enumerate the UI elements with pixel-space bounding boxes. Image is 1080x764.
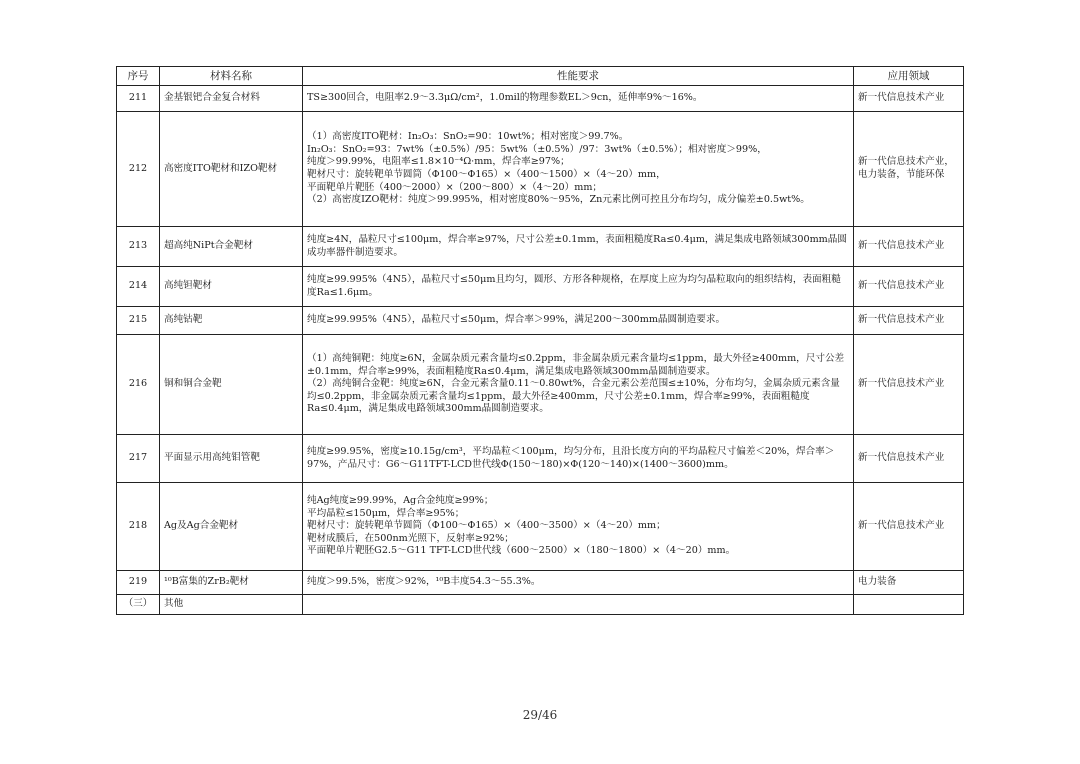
header-app: 应用领域 <box>854 67 964 86</box>
perf-line: 平均晶粒≤150μm，焊合率≥95%； <box>307 507 465 519</box>
row-name: Ag及Ag合金靶材 <box>160 483 303 571</box>
perf-line: 靶材尺寸：旋转靶单节圆筒（Φ100～Φ165）×（400～3500）×（4～20）mm； <box>307 520 666 532</box>
row-no: 218 <box>117 483 160 571</box>
perf-line: （1）高密度ITO靶材：In₂O₃：SnO₂=90：10wt%；相对密度＞99.7%。 <box>307 131 629 143</box>
perf-line: 靶材尺寸：旋转靶单节圆筒（Φ100～Φ165）×（400～1500）×（4～20）mm， <box>307 169 666 180</box>
row-perf <box>303 112 854 227</box>
perf-line: 纯度≥99.995%（4N5），晶粒尺寸≤50μm且均匀，圆形、方形各种规格，在厚度上应为均匀晶粒取向的组织结构，表面粗糙度Ra≤1.6μm。 <box>307 273 841 298</box>
header-name: 材料名称 <box>160 67 303 86</box>
table-row <box>117 571 964 595</box>
table-row <box>117 435 964 483</box>
perf-line: 靶材成膜后，在500nm光照下，反射率≥92%； <box>307 532 514 544</box>
row-perf <box>303 86 854 112</box>
row-no: 219 <box>117 571 160 595</box>
table-header-row <box>117 67 964 86</box>
row-app: 新一代信息技术产业 <box>854 227 964 267</box>
perf-line: （1）高纯铜靶：纯度≥6N，金属杂质元素含量均≤0.2ppm，非金属杂质元素含量均≤1ppm，最大外径≥400mm，尺寸公差±0.1mm，焊合率≥99%，表面粗糙度Ra≤0.4μm，满足集成电路领域300mm晶圆制造要求。 <box>307 353 845 377</box>
perf-line: 纯度≥99.995%（4N5），晶粒尺寸≤50μm，焊合率＞99%，满足200～300mm晶圆制造要求。 <box>307 314 726 326</box>
row-perf <box>303 435 854 483</box>
row-app: 新一代信息技术产业 <box>854 86 964 112</box>
table-row <box>117 86 964 112</box>
row-name: 高纯钽靶材 <box>160 267 303 307</box>
row-name: 高密度ITO靶材和IZO靶材 <box>160 112 303 227</box>
row-no: 215 <box>117 307 160 335</box>
section-empty-cell <box>854 595 964 615</box>
perf-line: 纯度≥99.95%，密度≥10.15g/cm³，平均晶粒＜100μm，均匀分布，且沿长度方向的平均晶粒尺寸偏差＜20%，焊合率＞97%，产品尺寸：G6～G11TFT-LCD世代线Φ(150～180)×Φ(120～140)×(1400～3600)mm。 <box>307 445 835 470</box>
table-row <box>117 483 964 571</box>
perf-line: TS≥300回合，电阻率2.9～3.3μΩ/cm²，1.0mil的物理参数EL＞9cn，延伸率9%～16%。 <box>307 92 703 104</box>
materials-table <box>116 66 964 615</box>
perf-line: 纯度≥4N，晶粒尺寸≤100μm，焊合率≥97%，尺寸公差±0.1mm，表面粗糙度Ra≤0.4μm，满足集成电路领域300mm晶圆成功率器件制造要求。 <box>307 233 847 258</box>
row-app: 新一代信息技术产业，电力装备，节能环保 <box>854 112 964 227</box>
header-perf: 性能要求 <box>303 67 854 86</box>
table-row <box>117 112 964 227</box>
row-no: 211 <box>117 86 160 112</box>
row-app: 新一代信息技术产业 <box>854 435 964 483</box>
table-row <box>117 335 964 435</box>
row-no: 217 <box>117 435 160 483</box>
section-empty-cell <box>303 595 854 615</box>
perf-line: （2）高密度IZO靶材：纯度＞99.995%，相对密度80%～95%，Zn元素比例可控且分布均匀，成分偏差±0.5wt%。 <box>307 194 810 206</box>
row-no: 212 <box>117 112 160 227</box>
row-no: 214 <box>117 267 160 307</box>
perf-line: （2）高纯铜合金靶：纯度≥6N，合金元素含量0.11～0.80wt%，合金元素公差范围≤±10%，分布均匀，金属杂质元素含量均≤0.2ppm，非金属杂质元素含量均≤1ppm，最大外径≥400mm，尺寸公差±0.1mm，焊合率≥99%，表面粗糙度Ra≤0.4μm，满足集成电路领域300mm晶圆制造要求。 <box>307 378 840 415</box>
row-name: 金基银钯合金复合材料 <box>160 86 303 112</box>
perf-line: 平面靶单片靶胚（400～2000）×（200～800）×（4～20）mm； <box>307 181 603 193</box>
row-name: 铜和铜合金靶 <box>160 335 303 435</box>
row-name: 平面显示用高纯钼管靶 <box>160 435 303 483</box>
row-app: 新一代信息技术产业 <box>854 267 964 307</box>
row-app: 新一代信息技术产业 <box>854 307 964 335</box>
perf-line: 平面靶单片靶胚G2.5～G11 TFT-LCD世代线（600～2500）×（180～1800）×（4～20）mm。 <box>307 545 736 557</box>
table-row <box>117 227 964 267</box>
row-perf <box>303 267 854 307</box>
perf-line: 纯度＞99.5%，密度＞92%，¹⁰B丰度54.3～55.3%。 <box>307 576 541 588</box>
row-perf <box>303 335 854 435</box>
row-name: ¹⁰B富集的ZrB₂靶材 <box>160 571 303 595</box>
page-number: 29/46 <box>522 708 558 722</box>
row-perf <box>303 307 854 335</box>
section-row <box>117 595 964 615</box>
section-no: （三） <box>117 595 160 615</box>
row-perf <box>303 227 854 267</box>
row-app: 新一代信息技术产业 <box>854 335 964 435</box>
header-no: 序号 <box>117 67 160 86</box>
row-name: 高纯钴靶 <box>160 307 303 335</box>
row-app: 电力装备 <box>854 571 964 595</box>
perf-line: 纯Ag纯度≥99.99%，Ag合金纯度≥99%； <box>307 495 494 507</box>
row-no: 216 <box>117 335 160 435</box>
perf-line: In₂O₃：SnO₂=93：7wt%（±0.5%）/95：5wt%（±0.5%）/97：3wt%（±0.5%）；相对密度＞99%， <box>307 143 767 155</box>
table-row <box>117 267 964 307</box>
table-row <box>117 307 964 335</box>
row-name: 超高纯NiPt合金靶材 <box>160 227 303 267</box>
row-no: 213 <box>117 227 160 267</box>
perf-line: 纯度＞99.99%，电阻率≤1.8×10⁻⁴Ω·mm，焊合率≥97%； <box>307 156 570 168</box>
row-perf <box>303 483 854 571</box>
row-perf <box>303 571 854 595</box>
row-app: 新一代信息技术产业 <box>854 483 964 571</box>
section-name: 其他 <box>160 595 303 615</box>
